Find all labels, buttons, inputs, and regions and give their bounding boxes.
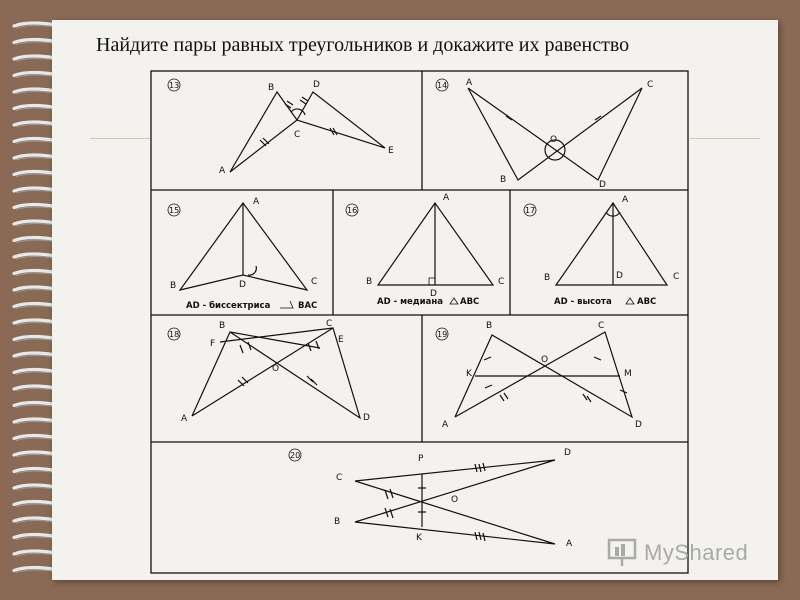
label-15-A: A (253, 197, 260, 207)
figure-15-number: 15 (169, 206, 180, 215)
label-20-O: O (451, 495, 459, 505)
worksheet-figure (150, 70, 690, 575)
figure-14-lines (468, 88, 642, 180)
figure-17 (556, 203, 667, 285)
figure-16 (378, 203, 493, 285)
watermark (606, 536, 776, 570)
label-17-A: A (622, 195, 629, 205)
triangle-13-abc (230, 92, 297, 172)
label-18-C: C (326, 319, 333, 329)
caption-17: AD - высота (554, 297, 612, 307)
label-13-A: A (219, 166, 226, 176)
figure-19-lines (455, 332, 632, 417)
decorative-line-left (90, 138, 150, 139)
figure-17-number: 17 (525, 206, 536, 215)
figure-17-triangle (556, 203, 667, 285)
label-19-D: D (635, 420, 642, 430)
label-13-C: C (294, 130, 301, 140)
caption-15: AD - биссектриса (186, 301, 271, 311)
label-18-B: B (219, 321, 226, 331)
caption-15-tail: BAC (298, 301, 318, 311)
caption-17-tail: ABC (637, 297, 657, 307)
worksheet-frame (151, 71, 688, 573)
caption-16: AD - медиана (377, 297, 443, 307)
label-14-D: D (599, 180, 606, 190)
caption-16-tail: ABC (460, 297, 480, 307)
figure-16-number: 16 (347, 206, 358, 215)
label-15-C: C (311, 277, 318, 287)
label-20-A: A (566, 539, 573, 549)
label-13-E: E (388, 146, 394, 156)
figure-13 (230, 92, 385, 172)
label-17-D: D (616, 271, 623, 281)
label-19-B: B (486, 321, 493, 331)
figure-19-number: 19 (437, 330, 448, 339)
label-14-A: A (466, 78, 473, 88)
label-13-D: D (313, 80, 320, 90)
label-18-A: A (181, 414, 188, 424)
figure-19 (455, 332, 632, 417)
label-18-E: E (338, 335, 344, 345)
figure-13-number: 13 (169, 81, 180, 90)
label-14-C: C (647, 80, 654, 90)
label-16-C: C (498, 277, 505, 287)
label-19-M: M (624, 369, 632, 379)
figure-14 (468, 88, 642, 180)
label-20-K: K (416, 533, 422, 543)
label-19-C: C (598, 321, 605, 331)
label-13-B: B (268, 83, 275, 93)
label-17-C: C (673, 272, 680, 282)
label-16-A: A (443, 193, 450, 203)
label-20-P: P (418, 454, 424, 464)
label-16-D: D (430, 289, 437, 299)
label-16-B: B (366, 277, 373, 287)
label-19-O: O (541, 355, 549, 365)
label-18-O: O (272, 364, 280, 374)
label-19-A: A (442, 420, 449, 430)
label-15-B: B (170, 281, 177, 291)
label-20-B: B (334, 517, 341, 527)
label-19-K: K (466, 369, 472, 379)
label-17-B: B (544, 273, 551, 283)
presentation-icon (606, 536, 640, 568)
watermark-text: MyShared (644, 540, 749, 565)
label-20-C: C (336, 473, 343, 483)
label-14-O: O (550, 135, 558, 145)
label-14-B: B (500, 175, 507, 185)
decorative-line-right (690, 138, 760, 139)
label-20-D: D (564, 448, 571, 458)
label-15-D: D (239, 280, 246, 290)
figure-20-number: 20 (290, 451, 301, 460)
figure-15 (180, 203, 307, 290)
label-18-F: F (210, 339, 216, 349)
label-18-D: D (363, 413, 370, 423)
figure-14-number: 14 (437, 81, 448, 90)
figure-18-number: 18 (169, 330, 180, 339)
page-title: Найдите пары равных треугольников и докажите их равенство (96, 34, 630, 56)
triangles-worksheet (150, 70, 690, 575)
